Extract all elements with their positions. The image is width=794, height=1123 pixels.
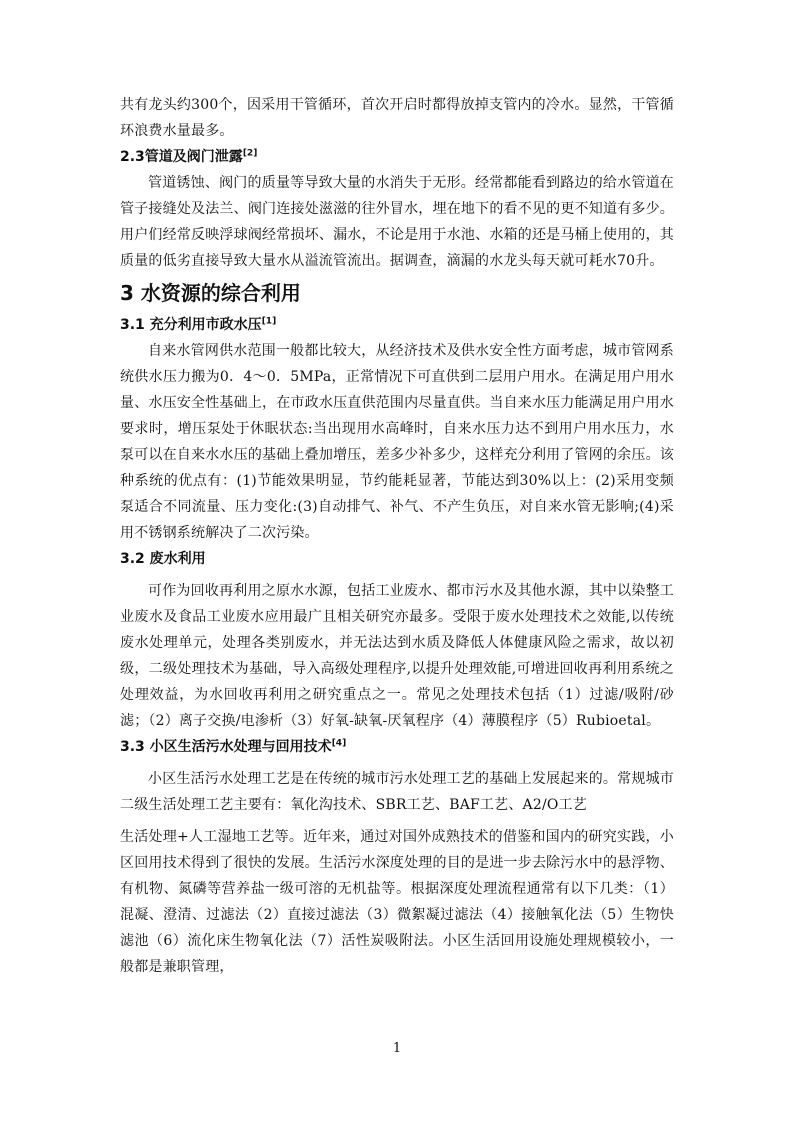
heading-3-3-ref: [4] <box>331 738 347 749</box>
heading-2-3-ref: [2] <box>242 148 258 159</box>
heading-3-1 <box>120 312 674 338</box>
page-body <box>120 92 674 980</box>
paragraph-3-3a: 小区生活污水处理工艺是在传统的城市污水处理工艺的基础上发展起来的。常规城市二级生活处理工艺主要有：氧化沟技术、SBR工艺、BAF工艺、A2/O工艺 <box>120 771 674 813</box>
heading-3-1-text: 3.1 充分利用市政水压 <box>120 317 262 333</box>
heading-3: 3 水资源的综合利用 <box>120 281 301 305</box>
paragraph-3-2: 可作为回收再利用之原水水源，包括工业废水、都市污水及其他水源，其中以染整工业废水及食品工业废水应用最广且相关研究亦最多。受限于废水处理技术之效能,以传统废水处理单元，处理各类别废水，并无法达到水质及降低人体健康风险之需求，故以初级，二级处理技术为基础，导入高级处理程序,以提升处理效能,可增进回收再利用系统之处理效益，为水回收再利用之研究重点之一。常见之处理技术包括（1）过滤/吸附/砂滤；（2）离子交换/电渗析（3）好氧-缺氧-厌氧程序（4）薄膜程序（5）Rubioetal。 <box>120 583 674 729</box>
heading-3-1-ref: [1] <box>261 316 277 327</box>
page-number: 1 <box>392 1041 402 1056</box>
heading-3-3-text: 3.3 小区生活污水处理与回用技术 <box>120 739 332 755</box>
paragraph-3-3b: 生活处理+人工湿地工艺等。近年来，通过对国外成熟技术的借鉴和国内的研究实践，小区回用技术得到了很快的发展。生活污水深度处理的目的是进一步去除污水中的悬浮物、有机物、氮磷等营养盐一级可溶的无机盐等。根据深度处理流程通常有以下几类：（1）混凝、澄清、过滤法（2）直接过滤法（3）微絮凝过滤法（4）接触氧化法（5）生物快滤池（6）流化床生物氧化法（7）活性炭吸附法。小区生活回用设施处理规模较小，一般都是兼职管理， <box>120 829 674 975</box>
paragraph-3-1: 自来水管网供水范围一般都比较大，从经济技术及供水安全性方面考虑，城市管网系统供水压力搬为0．4～0．5MPa，正常情况下可直供到二层用户用水。在满足用户用水量、水压安全性基础上，在市政水压直供范围内尽量直供。当自来水压力能满足用户用水要求时，增压泵处于休眠状态:当出现用水高峰时，自来水压力达不到用户用水压力，水泵可以在自来水水压的基础上叠加增压，差多少补多少，这样充分利用了管网的余压。该种系统的优点有：(1)节能效果明显，节约能耗显著，节能达到30%以上：(2)采用变频泵适合不同流量、压力变化:(3)自动排气、补气、不产生负压，对自来水管无影响;(4)采用不锈钢系统解决了二次污染。 <box>120 343 674 541</box>
heading-3-3 <box>120 734 674 760</box>
paragraph-2-3: 管道锈蚀、阀门的质量等导致大量的水消失于无形。经常都能看到路边的给水管道在管子接缝处及法兰、阀门连接处滋滋的往外冒水，埋在地下的看不见的更不知道有多少。用户们经常反映浮球阀经常损坏、漏水，不论是用于水池、水箱的还是马桶上使用的，其质量的低劣直接导致大量水从溢流管流出。据调查，滴漏的水龙头每天就可耗水70升。 <box>120 175 674 269</box>
heading-2-3-text: 2.3管道及阀门泄露 <box>120 149 243 165</box>
heading-2-3 <box>120 144 674 170</box>
heading-3-2: 3.2 废水利用 <box>120 551 206 567</box>
paragraph-top: 共有龙头约300个，因采用干管循环，首次开启时都得放掉支管内的冷水。显然，干管循环浪费水量最多。 <box>120 97 674 139</box>
